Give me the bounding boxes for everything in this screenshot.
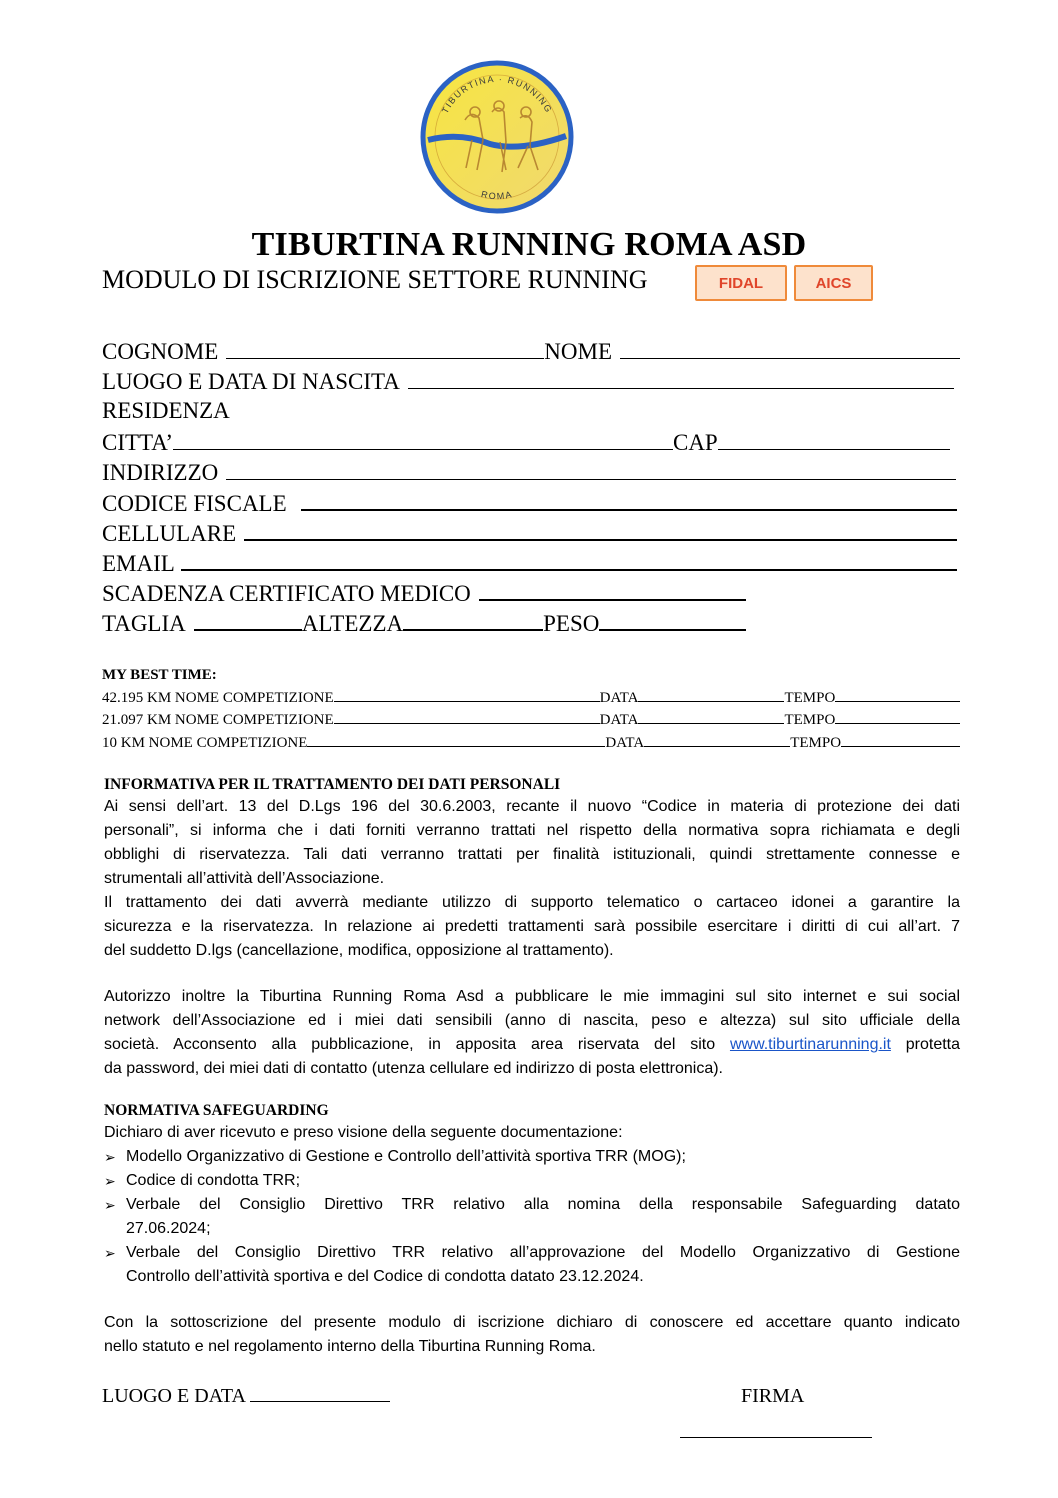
cognome-label: COGNOME <box>102 339 219 364</box>
cellulare-label: CELLULARE <box>102 521 237 546</box>
best-time-label: 42.195 KM NOME COMPETIZIONE <box>102 690 334 706</box>
signature-field[interactable] <box>680 1437 872 1438</box>
nome-label: NOME <box>544 339 613 364</box>
luogo-data-label: LUOGO E DATA <box>102 1385 245 1407</box>
text-segment: società. Acconsento alla pubblicazione, in apposita area riservata del sito <box>104 1036 730 1053</box>
citta-label: CITTA’ <box>102 430 173 455</box>
tempo-label: TEMPO <box>790 735 842 751</box>
website-link[interactable]: www.tiburtinarunning.it <box>729 1036 891 1053</box>
email-field[interactable] <box>181 549 957 571</box>
best-time-row-10km <box>102 734 960 752</box>
indirizzo-label: INDIRIZZO <box>102 460 219 485</box>
text-segment: protetta <box>890 1036 961 1053</box>
aics-option-box[interactable]: AICS <box>794 265 873 301</box>
image-consent-paragraph <box>104 985 960 1081</box>
best-time-label: 10 KM NOME COMPETIZIONE <box>102 735 308 751</box>
altezza-field[interactable] <box>403 609 543 631</box>
best-time-heading: MY BEST TIME: <box>102 667 217 683</box>
closing-paragraph <box>104 1311 960 1359</box>
codice-fiscale-field[interactable] <box>301 489 957 511</box>
safeguarding-heading: NORMATIVA SAFEGUARDING <box>104 1102 329 1119</box>
arrow-bullet-icon: ➢ <box>104 1245 116 1261</box>
row-residenza <box>102 398 960 424</box>
text-line: nello statuto e nel regolamento interno della Tiburtina Running Roma. <box>104 1338 596 1355</box>
row-cellulare <box>102 519 957 547</box>
data-label: DATA <box>605 735 645 751</box>
text-line: Modello Organizzativo di Gestione e Controllo dell’attività sportiva TRR (MOG); <box>126 1148 686 1165</box>
text-line: sicurezza e la riservatezza. In relazione ai predetti trattamenti sarà possibile esercitare i diritti di cui all’art. 7 <box>104 918 960 935</box>
best-time-row-half-marathon <box>102 711 960 729</box>
cellulare-field[interactable] <box>244 519 957 541</box>
text-line: Verbale del Consiglio Direttivo TRR relativo alla nomina della responsabile Safeguarding datato <box>126 1196 960 1213</box>
row-taglia-altezza-peso <box>102 609 746 637</box>
text-line: Controllo dell’attività sportiva e del Codice di condotta datato 23.12.2024. <box>126 1268 644 1285</box>
text-line: strumentali all’attività dell’Associazione. <box>104 870 385 887</box>
scadenza-certificato-field[interactable] <box>479 579 746 601</box>
arrow-bullet-icon: ➢ <box>104 1149 116 1165</box>
nome-field[interactable] <box>620 338 960 359</box>
time-field[interactable] <box>841 734 960 747</box>
logo-arc-bottom-text: ROMA <box>480 188 514 202</box>
citta-field[interactable] <box>173 429 673 450</box>
luogo-data-nascita-label: LUOGO E DATA DI NASCITA <box>102 369 400 394</box>
competition-field[interactable] <box>334 689 600 702</box>
date-field[interactable] <box>638 689 784 702</box>
competition-field[interactable] <box>334 711 600 724</box>
text-line: Con la sottoscrizione del presente modulo di iscrizione dichiaro di conoscere ed accettare quanto indicato <box>104 1314 960 1331</box>
codice-fiscale-label: CODICE FISCALE <box>102 491 287 516</box>
peso-label: PESO <box>543 611 600 636</box>
safeguarding-item <box>104 1169 960 1193</box>
text-line: da password, dei miei dati di contatto (utenza cellulare ed indirizzo di posta elettronica). <box>104 1060 723 1077</box>
firma-label: FIRMA <box>741 1385 805 1407</box>
cap-field[interactable] <box>718 429 950 450</box>
row-luogo-data-nascita <box>102 368 954 395</box>
tempo-label: TEMPO <box>784 690 836 706</box>
arrow-bullet-icon: ➢ <box>104 1173 116 1189</box>
residenza-label: RESIDENZA <box>102 398 230 423</box>
form-title: MODULO DI ISCRIZIONE SETTORE RUNNING <box>102 265 648 294</box>
row-email <box>102 549 957 577</box>
privacy-heading: INFORMATIVA PER IL TRATTAMENTO DEI DATI PERSONALI <box>104 776 561 793</box>
text-line: Verbale del Consiglio Direttivo TRR relativo all’approvazione del Modello Organizzativo di Gestione <box>126 1244 960 1261</box>
best-time-row-marathon <box>102 689 960 707</box>
safeguarding-item <box>104 1241 960 1289</box>
logo-arc-top-text: TIBURTINA · RUNNING <box>439 73 555 116</box>
luogo-data-row <box>102 1385 390 1408</box>
text-line: del suddetto D.lgs (cancellazione, modifica, opposizione al trattamento). <box>104 942 614 959</box>
time-field[interactable] <box>835 711 960 724</box>
row-cognome-nome <box>102 338 960 365</box>
safeguarding-item <box>104 1193 960 1241</box>
luogo-data-field[interactable] <box>250 1387 390 1402</box>
safeguarding-intro: Dichiaro di aver ricevuto e preso visione della seguente documentazione: <box>104 1124 623 1141</box>
text-line: personali”, si informa che i dati forniti verranno trattati nel rispetto della normativa sopra richiamata e degli <box>104 822 960 839</box>
text-line <box>104 1033 960 1057</box>
cap-label: CAP <box>672 430 718 455</box>
text-line: obblighi di riservatezza. Tali dati verranno trattati per finalità istituzionali, quindi strettamente connesse e <box>104 846 960 863</box>
cognome-field[interactable] <box>226 338 544 359</box>
date-field[interactable] <box>638 711 784 724</box>
text-line: Il trattamento dei dati avverrà mediante utilizzo di supporto telematico o cartaceo idonei a garantire la <box>104 894 960 911</box>
scadenza-certificato-label: SCADENZA CERTIFICATO MEDICO <box>102 581 471 606</box>
row-scadenza-certificato <box>102 579 746 607</box>
data-label: DATA <box>599 712 639 728</box>
arrow-bullet-icon: ➢ <box>104 1197 116 1213</box>
text-line: network dell’Associazione ed i miei dati sensibili (anno di nascita, peso e altezza) sul sito ufficiale della <box>104 1012 960 1029</box>
tempo-label: TEMPO <box>784 712 836 728</box>
text-line: Autorizzo inoltre la Tiburtina Running Roma Asd a pubblicare le mie immagini sul sito internet e sui social <box>104 988 960 1005</box>
indirizzo-field[interactable] <box>226 459 956 480</box>
altezza-label: ALTEZZA <box>301 611 404 636</box>
data-label: DATA <box>599 690 639 706</box>
email-label: EMAIL <box>102 551 175 576</box>
peso-field[interactable] <box>599 609 746 631</box>
row-indirizzo <box>102 459 956 486</box>
text-line: Ai sensi dell’art. 13 del D.Lgs 196 del 30.6.2003, recante il nuovo “Codice in materia di protezione dei dati <box>104 798 960 815</box>
club-logo <box>420 60 574 214</box>
text-line: Codice di condotta TRR; <box>126 1172 301 1189</box>
time-field[interactable] <box>835 689 960 702</box>
best-time-label: 21.097 KM NOME COMPETIZIONE <box>102 712 334 728</box>
date-field[interactable] <box>644 734 790 747</box>
fidal-option-box[interactable]: FIDAL <box>695 265 787 301</box>
competition-field[interactable] <box>307 734 605 747</box>
row-citta-cap <box>102 429 950 456</box>
organization-title: TIBURTINA RUNNING ROMA ASD <box>251 226 807 263</box>
luogo-data-nascita-field[interactable] <box>408 368 954 389</box>
safeguarding-item <box>104 1145 960 1169</box>
taglia-label: TAGLIA <box>102 611 186 636</box>
text-line: 27.06.2024; <box>126 1220 211 1237</box>
privacy-paragraph-1 <box>104 795 960 963</box>
row-codice-fiscale <box>102 489 957 517</box>
taglia-field[interactable] <box>194 609 302 631</box>
